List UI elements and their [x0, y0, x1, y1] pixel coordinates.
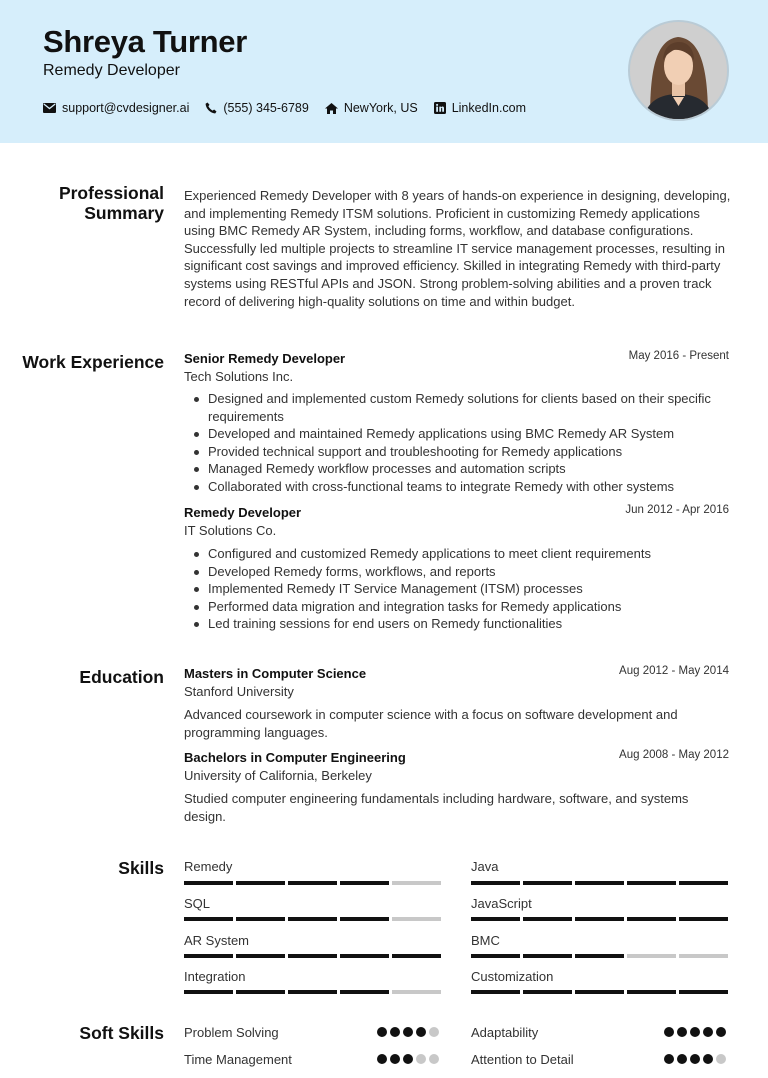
soft-skill-name: Attention to Detail: [471, 1052, 574, 1067]
header-banner: [0, 0, 768, 143]
skill-segment-filled: [236, 881, 285, 885]
job-dates: Jun 2012 - Apr 2016: [625, 504, 729, 516]
skill-segment-filled: [471, 954, 520, 958]
list-item: Implemented Remedy IT Service Management (ITSM) processes: [190, 580, 735, 598]
contact-linkedin[interactable]: [434, 101, 526, 115]
job-bullets: [190, 390, 735, 496]
phone-icon: [205, 102, 217, 114]
skill-name: JavaScript: [471, 896, 532, 911]
skill-segment-filled: [523, 954, 572, 958]
soft-skill-name: Adaptability: [471, 1025, 539, 1040]
skill-name: Integration: [184, 969, 246, 984]
rating-dot-empty: [429, 1027, 439, 1037]
candidate-role: Remedy Developer: [43, 62, 180, 79]
phone-text: (555) 345-6789: [223, 101, 309, 115]
rating-dot-empty: [416, 1054, 426, 1064]
skill-segment-empty: [392, 917, 441, 921]
skill-segment-filled: [523, 881, 572, 885]
location-text: NewYork, US: [343, 101, 418, 115]
job-title: Remedy Developer: [184, 505, 302, 520]
skill-name: AR System: [184, 933, 250, 948]
skill-segment-empty: [627, 954, 676, 958]
section-title-education: Education: [79, 667, 164, 687]
skill-segment-filled: [471, 990, 520, 994]
section-title-experience: Work Experience: [22, 352, 164, 372]
rating-dot-filled: [377, 1054, 387, 1064]
list-item: Performed data migration and integration tasks for Remedy applications: [190, 598, 735, 616]
school-name: Stanford University: [184, 684, 294, 699]
soft-skill-name: Problem Solving: [184, 1025, 279, 1040]
rating-dot-filled: [416, 1027, 426, 1037]
soft-skill-name: Time Management: [184, 1052, 292, 1067]
list-item: Led training sessions for end users on Remedy functionalities: [190, 615, 735, 633]
soft-skill-rating: [661, 1054, 726, 1064]
skill-segment-filled: [340, 881, 389, 885]
skill-segment-filled: [575, 954, 624, 958]
skill-name: Remedy: [184, 859, 233, 874]
skill-level-bar: [471, 881, 728, 885]
skill-segment-empty: [392, 990, 441, 994]
skill-segment-filled: [392, 954, 441, 958]
email-text: support@cvdesigner.ai: [62, 101, 190, 115]
skill-segment-filled: [184, 990, 233, 994]
rating-dot-filled: [703, 1054, 713, 1064]
rating-dot-filled: [677, 1027, 687, 1037]
skill-level-bar: [184, 917, 441, 921]
skill-segment-filled: [236, 954, 285, 958]
list-item: Designed and implemented custom Remedy solutions for clients based on their specific requirements: [190, 390, 735, 425]
list-item: Developed and maintained Remedy applications using BMC Remedy AR System: [190, 425, 735, 443]
section-title-soft-skills: Soft Skills: [79, 1023, 164, 1043]
skill-segment-filled: [340, 954, 389, 958]
contact-phone[interactable]: [205, 101, 308, 115]
job-company: Tech Solutions Inc.: [184, 369, 294, 384]
skill-level-bar: [184, 954, 441, 958]
skill-name: Customization: [471, 969, 554, 984]
list-item: Managed Remedy workflow processes and automation scripts: [190, 460, 735, 478]
skill-segment-filled: [471, 917, 520, 921]
envelope-icon: [43, 103, 56, 113]
contact-row: [43, 101, 542, 115]
skill-segment-filled: [288, 881, 337, 885]
skill-segment-filled: [236, 990, 285, 994]
skill-segment-filled: [627, 881, 676, 885]
degree-title: Bachelors in Computer Engineering: [184, 750, 406, 765]
skill-segment-filled: [627, 990, 676, 994]
skill-segment-filled: [471, 881, 520, 885]
skill-segment-filled: [184, 954, 233, 958]
skill-segment-filled: [575, 917, 624, 921]
contact-location: [325, 101, 418, 115]
skill-segment-filled: [288, 917, 337, 921]
rating-dot-filled: [664, 1054, 674, 1064]
rating-dot-filled: [677, 1054, 687, 1064]
degree-description: Advanced coursework in computer science with a focus on software development and programming languages.: [184, 707, 678, 740]
job-bullets: [190, 545, 735, 633]
list-item: Configured and customized Remedy applications to meet client requirements: [190, 545, 735, 563]
skill-segment-filled: [627, 917, 676, 921]
rating-dot-filled: [390, 1054, 400, 1064]
soft-skill-rating: [374, 1054, 439, 1064]
skill-level-bar: [471, 954, 728, 958]
rating-dot-filled: [703, 1027, 713, 1037]
summary-text: Experienced Remedy Developer with 8 years of hands-on experience in designing, developing, and implementing Remedy ITSM solutions. Proficient in customizing Remedy applications using BMC Remedy AR System, including forms, workflow, and database configurations. Successfully led multiple projects to streamline IT service management processes, resulting in significant cost savings and improved efficiency. Skilled in integrating Remedy with third-party systems using RESTful APIs and JSON. Strong problem-solving abilities and a proven track record of delivering high-quality solutions on time and within budget.: [184, 188, 731, 309]
rating-dot-filled: [690, 1054, 700, 1064]
rating-dot-filled: [664, 1027, 674, 1037]
skill-segment-empty: [392, 881, 441, 885]
candidate-name: Shreya Turner: [43, 24, 247, 59]
skill-segment-filled: [184, 917, 233, 921]
rating-dot-filled: [390, 1027, 400, 1037]
degree-description: Studied computer engineering fundamentals including hardware, software, and systems design.: [184, 791, 689, 824]
rating-dot-empty: [429, 1054, 439, 1064]
degree-title: Masters in Computer Science: [184, 666, 367, 681]
school-name: University of California, Berkeley: [184, 768, 372, 783]
skill-name: BMC: [471, 933, 500, 948]
skill-segment-filled: [679, 990, 728, 994]
skill-segment-empty: [679, 954, 728, 958]
skill-segment-filled: [679, 881, 728, 885]
soft-skill-rating: [374, 1027, 439, 1037]
list-item: Collaborated with cross-functional teams to integrate Remedy with other systems: [190, 478, 735, 496]
skill-level-bar: [471, 990, 728, 994]
skill-segment-filled: [340, 917, 389, 921]
profile-photo: [628, 20, 729, 121]
rating-dot-empty: [716, 1054, 726, 1064]
degree-dates: Aug 2008 - May 2012: [619, 749, 729, 761]
job-title: Senior Remedy Developer: [184, 351, 346, 366]
skill-level-bar: [184, 990, 441, 994]
soft-skill-rating: [661, 1027, 726, 1037]
rating-dot-filled: [403, 1054, 413, 1064]
skill-name: SQL: [184, 896, 211, 911]
section-title-summary: Professional Summary: [58, 183, 164, 223]
skill-segment-filled: [575, 990, 624, 994]
skill-level-bar: [471, 917, 728, 921]
section-title-skills: Skills: [118, 858, 164, 878]
job-dates: May 2016 - Present: [628, 350, 729, 362]
skill-segment-filled: [575, 881, 624, 885]
skill-segment-filled: [523, 990, 572, 994]
skill-segment-filled: [523, 917, 572, 921]
linkedin-icon: [434, 102, 446, 114]
skill-segment-filled: [679, 917, 728, 921]
skill-segment-filled: [288, 990, 337, 994]
linkedin-text: LinkedIn.com: [451, 101, 527, 115]
skill-segment-filled: [340, 990, 389, 994]
skill-segment-filled: [288, 954, 337, 958]
job-company: IT Solutions Co.: [184, 523, 277, 538]
rating-dot-filled: [690, 1027, 700, 1037]
list-item: Developed Remedy forms, workflows, and reports: [190, 563, 735, 581]
skill-level-bar: [184, 881, 441, 885]
degree-dates: Aug 2012 - May 2014: [619, 665, 729, 677]
rating-dot-filled: [716, 1027, 726, 1037]
skill-segment-filled: [184, 881, 233, 885]
rating-dot-filled: [377, 1027, 387, 1037]
list-item: Provided technical support and troubleshooting for Remedy applications: [190, 443, 735, 461]
skill-name: Java: [471, 859, 499, 874]
contact-email[interactable]: [43, 101, 189, 115]
home-icon: [325, 103, 338, 114]
rating-dot-filled: [403, 1027, 413, 1037]
skill-segment-filled: [236, 917, 285, 921]
